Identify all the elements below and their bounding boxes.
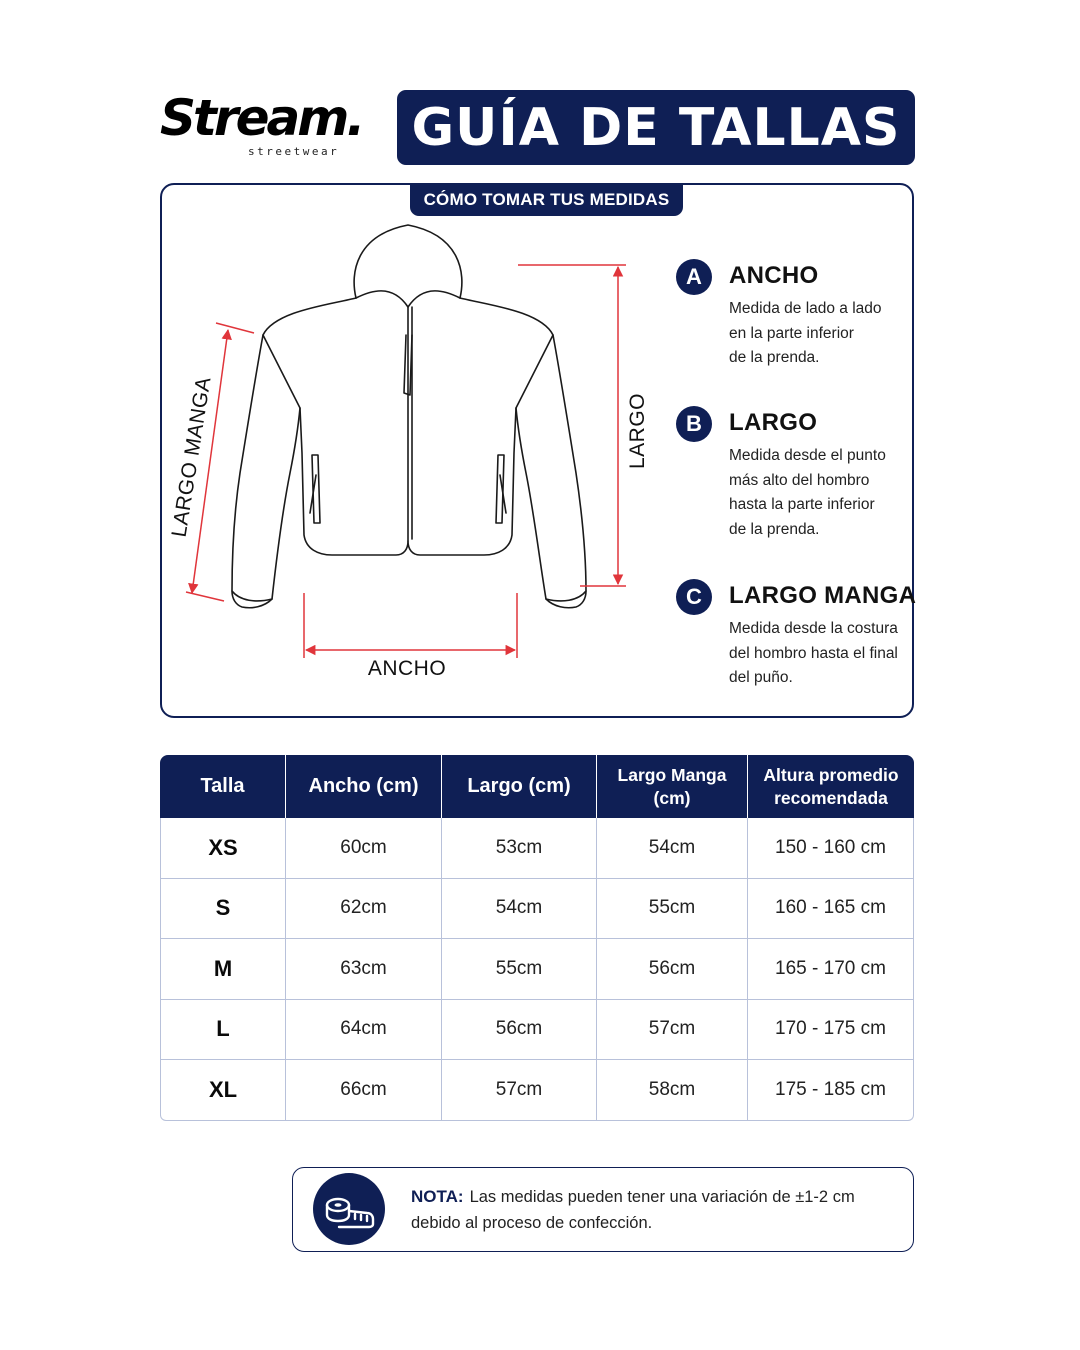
cell-ancho: 60cm: [286, 818, 442, 879]
left-sleeve: [232, 335, 300, 601]
legend-line: Medida de lado a lado: [729, 300, 882, 317]
cell-largo: 56cm: [442, 1000, 597, 1061]
header-largo: Largo (cm): [442, 755, 597, 818]
legend-desc-largo-manga: [729, 617, 914, 691]
legend-badge-b: B: [676, 406, 712, 442]
cell-largo: 55cm: [442, 939, 597, 1000]
legend-line: Medida desde la costura: [729, 620, 898, 637]
note-text: [411, 1184, 901, 1236]
cell-altura: 175 - 185 cm: [748, 1060, 914, 1121]
brand-name: Stream.: [160, 89, 363, 147]
cell-altura: 150 - 160 cm: [748, 818, 914, 879]
collar-back: [354, 225, 462, 298]
table-row: [160, 939, 914, 1000]
cell-largo-manga: 57cm: [597, 1000, 748, 1061]
cell-ancho: 63cm: [286, 939, 442, 1000]
legend-badge-a: A: [676, 259, 712, 295]
cell-talla: S: [160, 879, 286, 940]
manga-guide-top: [216, 323, 254, 333]
legend-line: Medida desde el punto: [729, 447, 886, 464]
legend-title-ancho: ANCHO: [729, 262, 819, 289]
right-sleeve: [516, 335, 586, 601]
cell-ancho: 62cm: [286, 879, 442, 940]
cell-talla: L: [160, 1000, 286, 1061]
legend-line: más alto del hombro: [729, 471, 870, 489]
page-title: GUÍA DE TALLAS: [411, 97, 901, 158]
legend-badge-c: C: [676, 579, 712, 615]
cell-largo: 53cm: [442, 818, 597, 879]
left-cuff: [232, 591, 272, 608]
largo-manga-label: LARGO MANGA: [167, 375, 216, 539]
table-row: [160, 879, 914, 940]
manga-guide-bottom: [186, 592, 224, 601]
table-row: [160, 1000, 914, 1061]
header-ancho: Ancho (cm): [286, 755, 442, 818]
table-row: [160, 1060, 914, 1121]
table-row: [160, 818, 914, 879]
largo-label: LARGO: [626, 392, 649, 470]
cell-largo-manga: 54cm: [597, 818, 748, 879]
brand-tagline: streetwear: [248, 145, 340, 158]
size-table: [160, 755, 914, 1121]
jacket-outline: [232, 225, 586, 608]
ancho-measure: [304, 593, 517, 658]
collar-front: [356, 291, 460, 307]
title-banner: [397, 90, 915, 165]
legend-title-largo: LARGO: [729, 409, 818, 436]
legend-line: de la prenda.: [729, 349, 820, 366]
cell-largo-manga: 55cm: [597, 879, 748, 940]
legend-desc-ancho: [729, 297, 914, 371]
cell-largo: 57cm: [442, 1060, 597, 1121]
cell-largo: 54cm: [442, 879, 597, 940]
cell-altura: 170 - 175 cm: [748, 1000, 914, 1061]
cell-altura: 160 - 165 cm: [748, 879, 914, 940]
cell-ancho: 66cm: [286, 1060, 442, 1121]
legend-title-largo-manga: LARGO MANGA: [729, 582, 917, 609]
note-label: NOTA:: [411, 1187, 464, 1206]
cell-ancho: 64cm: [286, 1000, 442, 1061]
largo-measure: [518, 265, 626, 586]
cell-altura: 165 - 170 cm: [748, 939, 914, 1000]
right-cuff: [546, 591, 586, 608]
brand-logo: [160, 88, 363, 160]
cell-largo-manga: 56cm: [597, 939, 748, 1000]
note-body: Las medidas pueden tener una variación de ±1-2 cm debido al proceso de confección.: [411, 1188, 855, 1232]
measure-panel-tab-label: CÓMO TOMAR TUS MEDIDAS: [423, 189, 670, 209]
table-header-row: [160, 755, 914, 818]
legend-line: del puño.: [729, 669, 793, 686]
legend-line: en la parte inferior: [729, 324, 854, 342]
legend-line: del hombro hasta el final: [729, 644, 898, 662]
cell-talla: XL: [160, 1060, 286, 1121]
note-box: [292, 1167, 914, 1252]
cell-talla: M: [160, 939, 286, 1000]
header-altura: Altura promedio recomendada: [748, 755, 914, 818]
measuring-tape-icon: [313, 1173, 385, 1245]
legend-desc-largo: [729, 444, 914, 542]
header-largo-manga: Largo Manga (cm): [597, 755, 748, 818]
legend-line: de la prenda.: [729, 520, 820, 538]
ancho-label: ANCHO: [367, 657, 447, 680]
cell-talla: XS: [160, 818, 286, 879]
header-talla: Talla: [160, 755, 286, 818]
cell-largo-manga: 58cm: [597, 1060, 748, 1121]
legend-line: hasta la parte inferior: [729, 496, 875, 513]
